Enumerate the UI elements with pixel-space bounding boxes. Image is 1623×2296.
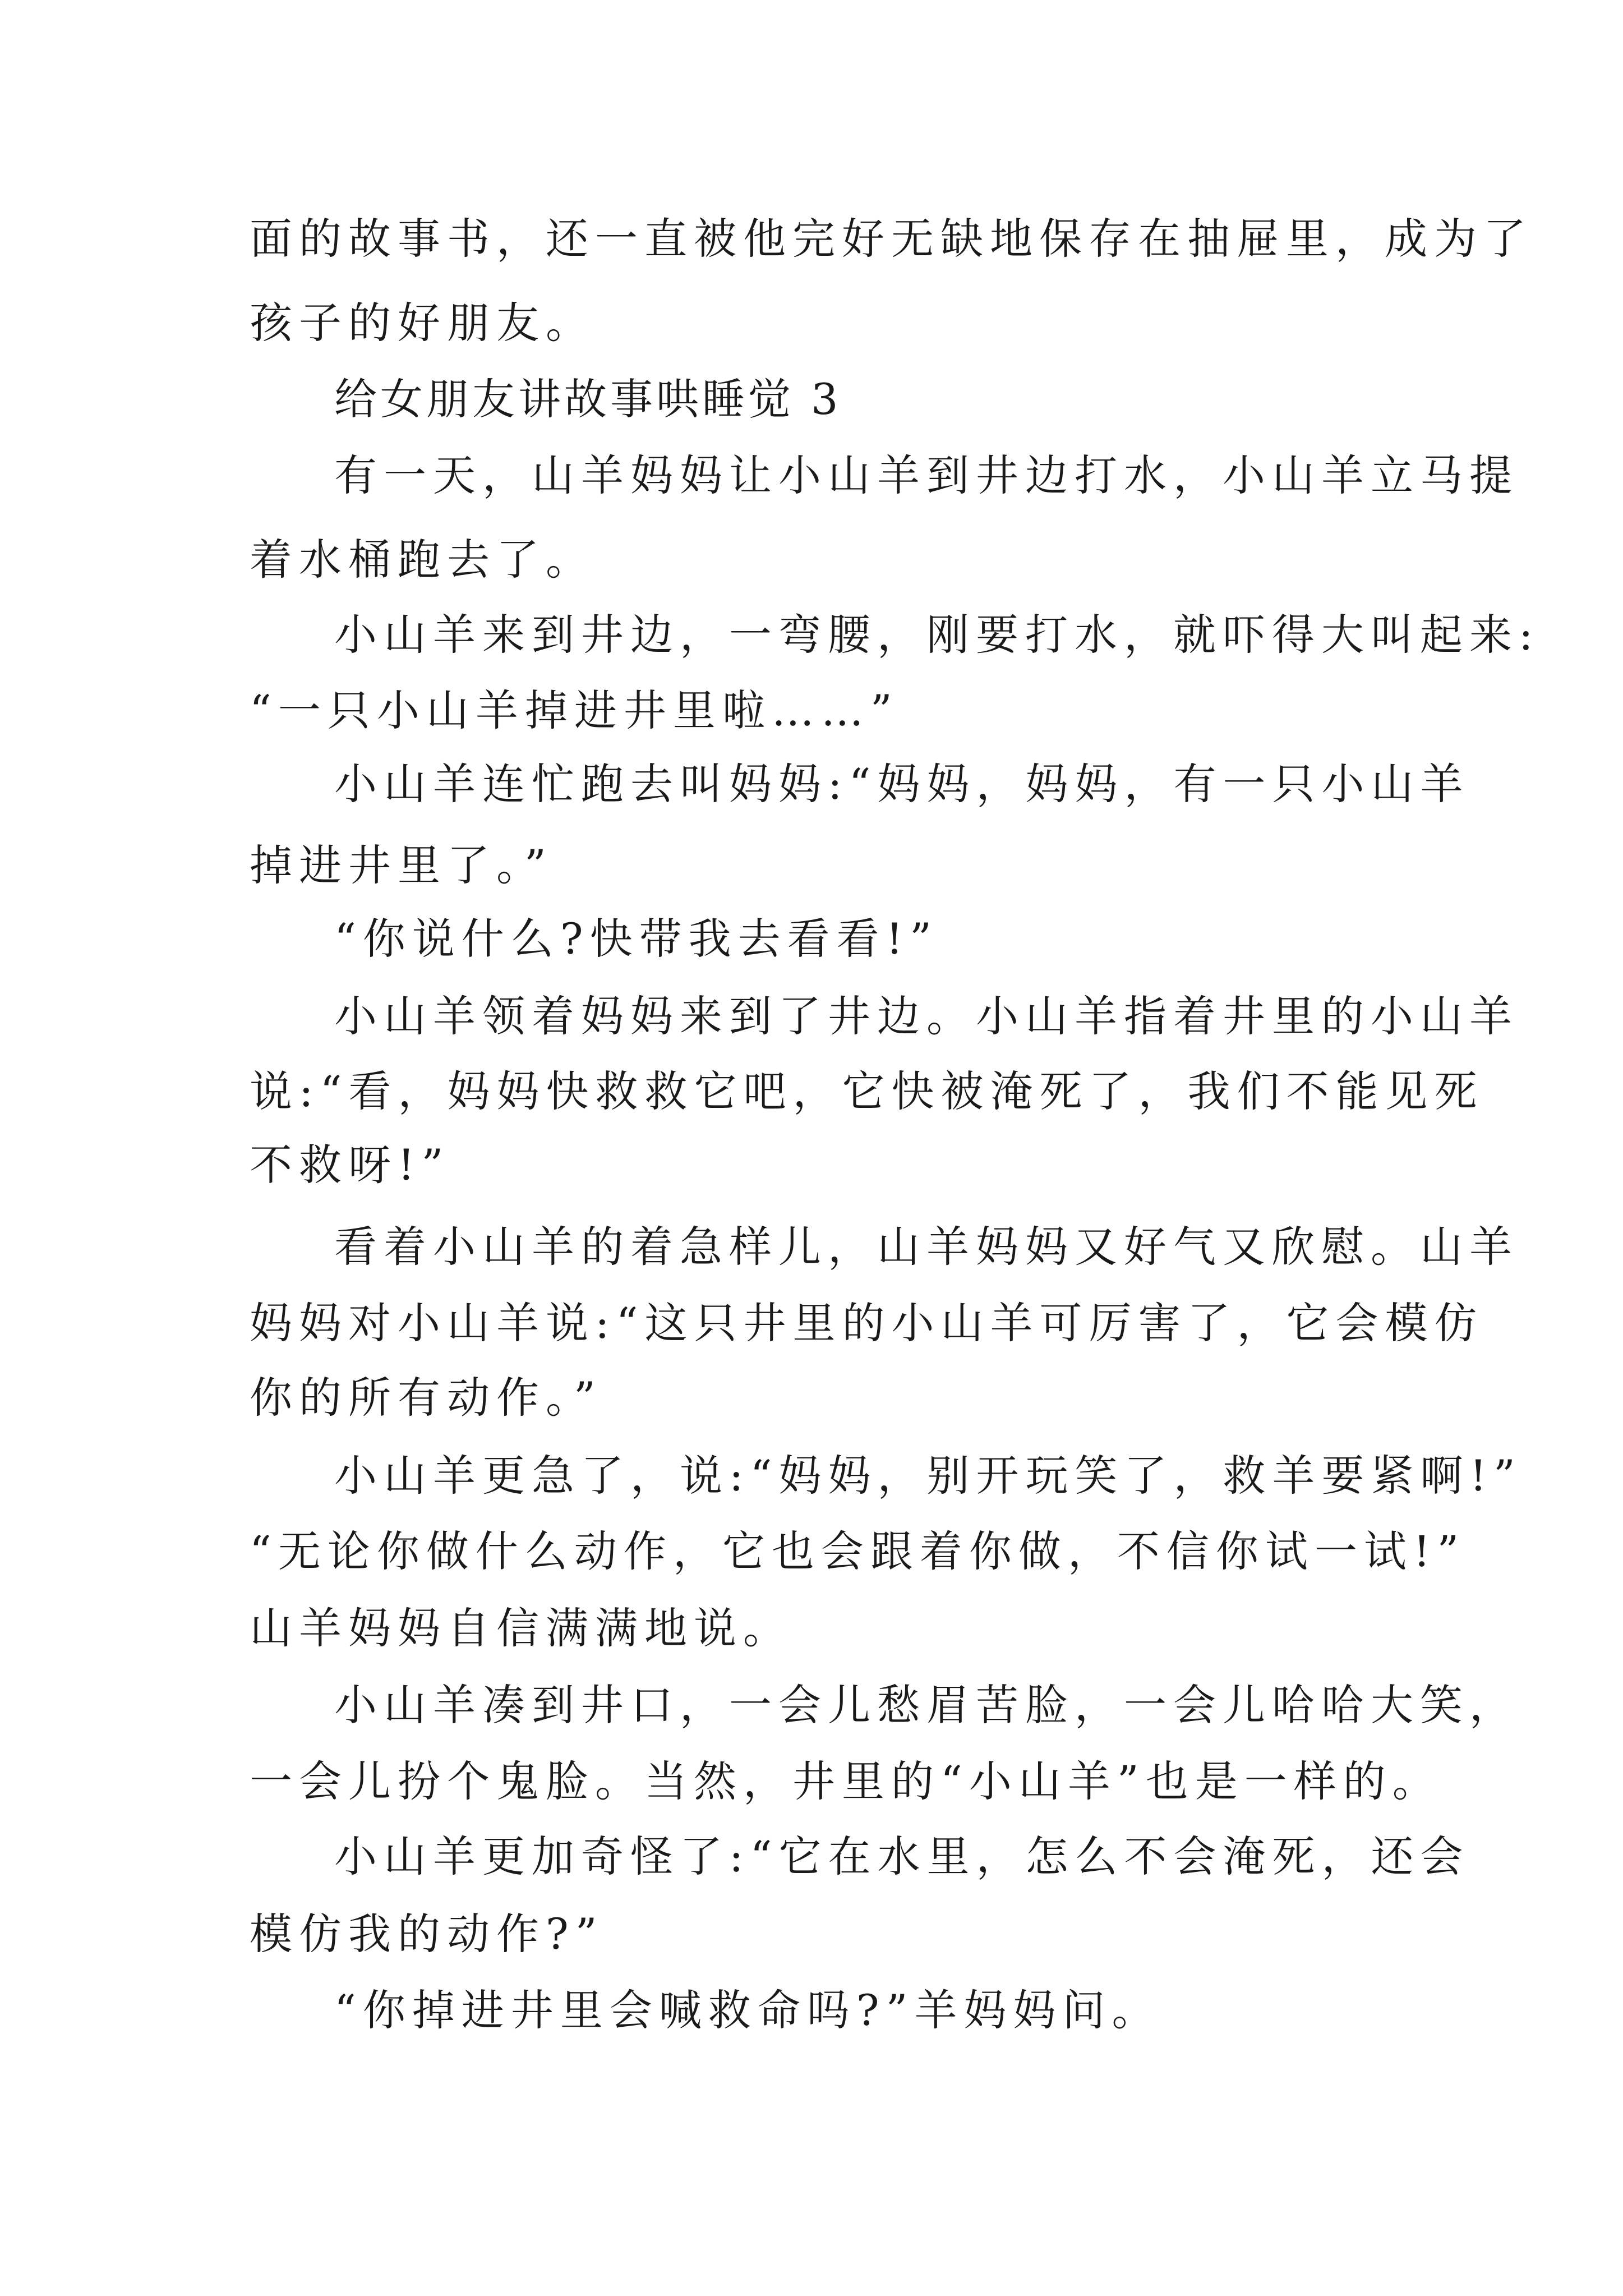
text-line: “无论你做什么动作，它也会跟着你做，不信你试一试!” <box>250 1526 1466 1576</box>
text-line: 小山羊来到井边，一弯腰，刚要打水，就吓得大叫起来: <box>334 610 1540 660</box>
text-line: 看着小山羊的着急样儿，山羊妈妈又好气又欣慰。山羊 <box>334 1222 1519 1272</box>
text-line: 有一天，山羊妈妈让小山羊到井边打水，小山羊立马提 <box>334 450 1519 500</box>
text-line: 小山羊更急了，说:“妈妈，别开玩笑了，救羊要紧啊!” <box>334 1451 1522 1501</box>
text-line: “你说什么?快带我去看看!” <box>334 914 938 964</box>
text-line: 山羊妈妈自信满满地说。 <box>250 1603 792 1653</box>
text-line: 小山羊更加奇怪了:“它在水里，怎么不会淹死，还会 <box>334 1832 1470 1881</box>
text-line: 掉进井里了。” <box>250 840 553 890</box>
section-heading: 给女朋友讲故事哄睡觉 3 <box>334 374 842 424</box>
text-line: 你的所有动作。” <box>250 1373 602 1423</box>
text-line: 说:“看，妈妈快救救它吧，它快被淹死了，我们不能见死 <box>250 1066 1484 1116</box>
text-line: “你掉进井里会喊救命吗?”羊妈妈问。 <box>334 1985 1161 2035</box>
text-line: 妈妈对小山羊说:“这只井里的小山羊可厉害了，它会模仿 <box>250 1298 1484 1348</box>
text-line: 不救呀!” <box>250 1140 450 1190</box>
text-line: 小山羊连忙跑去叫妈妈:“妈妈，妈妈，有一只小山羊 <box>334 759 1470 809</box>
text-line: “一只小山羊掉进井里啦……” <box>250 685 899 735</box>
text-line: 模仿我的动作?” <box>250 1909 604 1959</box>
text-line: 孩子的好朋友。 <box>250 298 595 348</box>
text-line: 着水桶跑去了。 <box>250 535 595 585</box>
text-line: 小山羊领着妈妈来到了井边。小山羊指着井里的小山羊 <box>334 991 1519 1041</box>
text-line: 小山羊凑到井口，一会儿愁眉苦脸，一会儿哈哈大笑， <box>334 1680 1519 1730</box>
text-line: 面的故事书，还一直被他完好无缺地保存在抽屉里，成为了 <box>250 214 1533 264</box>
text-line: 一会儿扮个鬼脸。当然，井里的“小山羊”也是一样的。 <box>250 1756 1442 1806</box>
